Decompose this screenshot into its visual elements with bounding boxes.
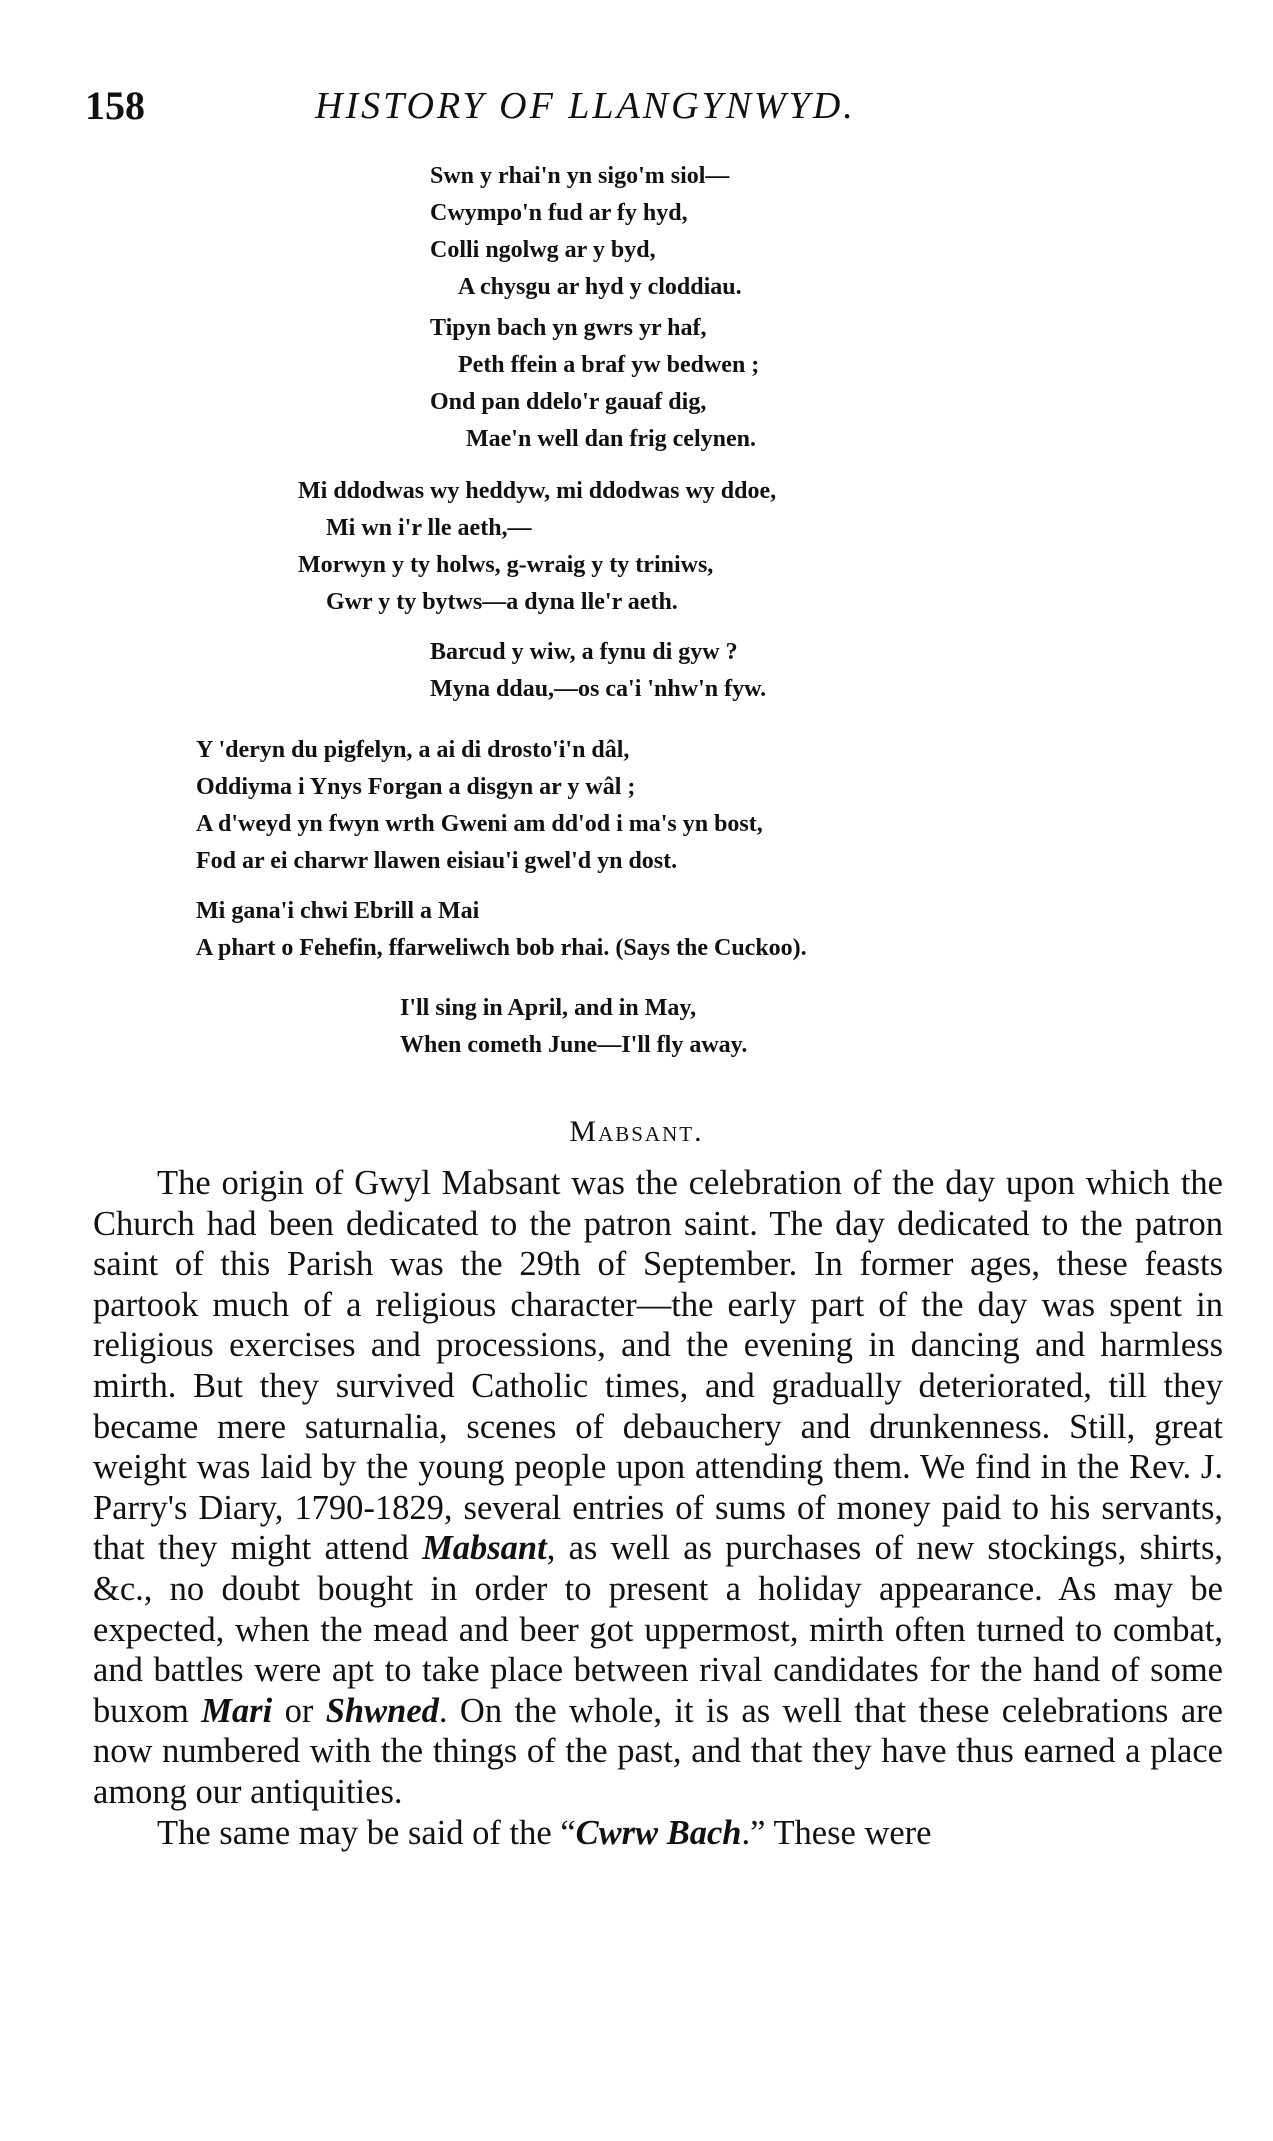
text-run: , as well as purchases of new stockings, shirts, &c., no doubt bought in order to present a holiday appearance. As may be expected, when the mead and beer got uppermost, mirth often turned to combat, and battles were apt to take place between rival candidates for the hand of some buxom <box>93 1529 1224 1730</box>
verse-line: Mi wn i'r lle aeth,— <box>326 515 532 541</box>
verse-stanza <box>298 473 776 621</box>
verse-line: Morwyn y ty holws, g-wraig y ty triniws, <box>298 552 714 578</box>
verse-stanza <box>430 158 742 306</box>
verse-stanza <box>196 893 807 967</box>
verse-line: Oddiyma i Ynys Forgan a disgyn ar y wâl ; <box>196 774 636 800</box>
text-run: .” These were <box>741 1813 932 1852</box>
page-number: 158 <box>85 83 145 128</box>
text-run: . On the whole, it is as well that these celebrations are now numbered with the things of the past, and that they have thus earned a place among our antiquities. <box>93 1691 1223 1811</box>
verse-line: A d'weyd yn fwyn wrth Gweni am dd'od i ma's yn bost, <box>196 811 763 837</box>
verse-line: Myna ddau,—os ca'i 'nhw'n fyw. <box>430 676 767 702</box>
verse-line: A phart o Fehefin, ffarweliwch bob rhai. (Says the Cuckoo). <box>196 935 807 961</box>
verse-line: Gwr y ty bytws—a dyna lle'r aeth. <box>326 589 678 615</box>
verse-line: When cometh June—I'll fly away. <box>400 1032 748 1058</box>
verse-line: Mae'n well dan frig celynen. <box>466 426 756 452</box>
text-run: The origin of Gwyl Mabsant was the celebration of the day upon which the Church had been dedicated to the patron saint. The day dedicated to the patron saint of this Parish was the 29th of September. In former ages, these feasts partook much of a religious character—the early part of the day was spent in religious exercises and processions, and the evening in dancing and harmless mirth. But they survived Catholic times, and gradually deteriorated, till they became mere saturnalia, scenes of debauchery and drunkenness. Still, great weight was laid by the young people upon attending them. We find in the Rev. J. Parry's Diary, 1790-1829, several entries of sums of money paid to his servants, that they might attend <box>93 1164 1223 1568</box>
verse-stanza <box>430 310 759 458</box>
italic-term: Mari <box>201 1691 273 1730</box>
verse-line: Peth ffein a braf yw bedwen ; <box>458 352 760 378</box>
paragraph <box>93 1163 1223 1813</box>
section-heading: Mabsant. <box>569 1115 704 1148</box>
paragraph <box>93 1813 1223 1854</box>
verse-line: A chysgu ar hyd y cloddiau. <box>458 274 742 300</box>
verse-stanza <box>430 634 766 708</box>
verse-line: Colli ngolwg ar y byd, <box>430 237 656 263</box>
verse-line: Swn y rhai'n yn sigo'm siol— <box>430 163 730 189</box>
verse-line: Barcud y wiw, a fynu di gyw ? <box>430 639 738 665</box>
italic-term: Mabsant <box>422 1529 547 1568</box>
verse-line: Tipyn bach yn gwrs yr haf, <box>430 315 707 341</box>
verse-line: Ond pan ddelo'r gauaf dig, <box>430 389 707 415</box>
italic-term: Cwrw Bach <box>575 1813 742 1852</box>
page-header <box>85 82 1213 132</box>
verse-line: Y 'deryn du pigfelyn, a ai di drosto'i'n dâl, <box>196 737 630 763</box>
verse-stanza <box>400 990 747 1064</box>
running-title: HISTORY OF LLANGYNWYD. <box>315 85 856 127</box>
verse-line: Mi gana'i chwi Ebrill a Mai <box>196 898 480 924</box>
verse-line: Mi ddodwas wy heddyw, mi ddodwas wy ddoe, <box>298 478 777 504</box>
italic-term: Shwned <box>325 1691 439 1730</box>
verse-stanza <box>196 732 763 880</box>
body-text <box>93 1163 1223 1853</box>
verse-line: I'll sing in April, and in May, <box>400 995 697 1021</box>
verse-line: Fod ar ei charwr llawen eisiau'i gwel'd yn dost. <box>196 848 678 874</box>
text-run: The same may be said of the “ <box>157 1813 576 1852</box>
text-run: or <box>272 1691 326 1730</box>
verse-line: Cwympo'n fud ar fy hyd, <box>430 200 688 226</box>
